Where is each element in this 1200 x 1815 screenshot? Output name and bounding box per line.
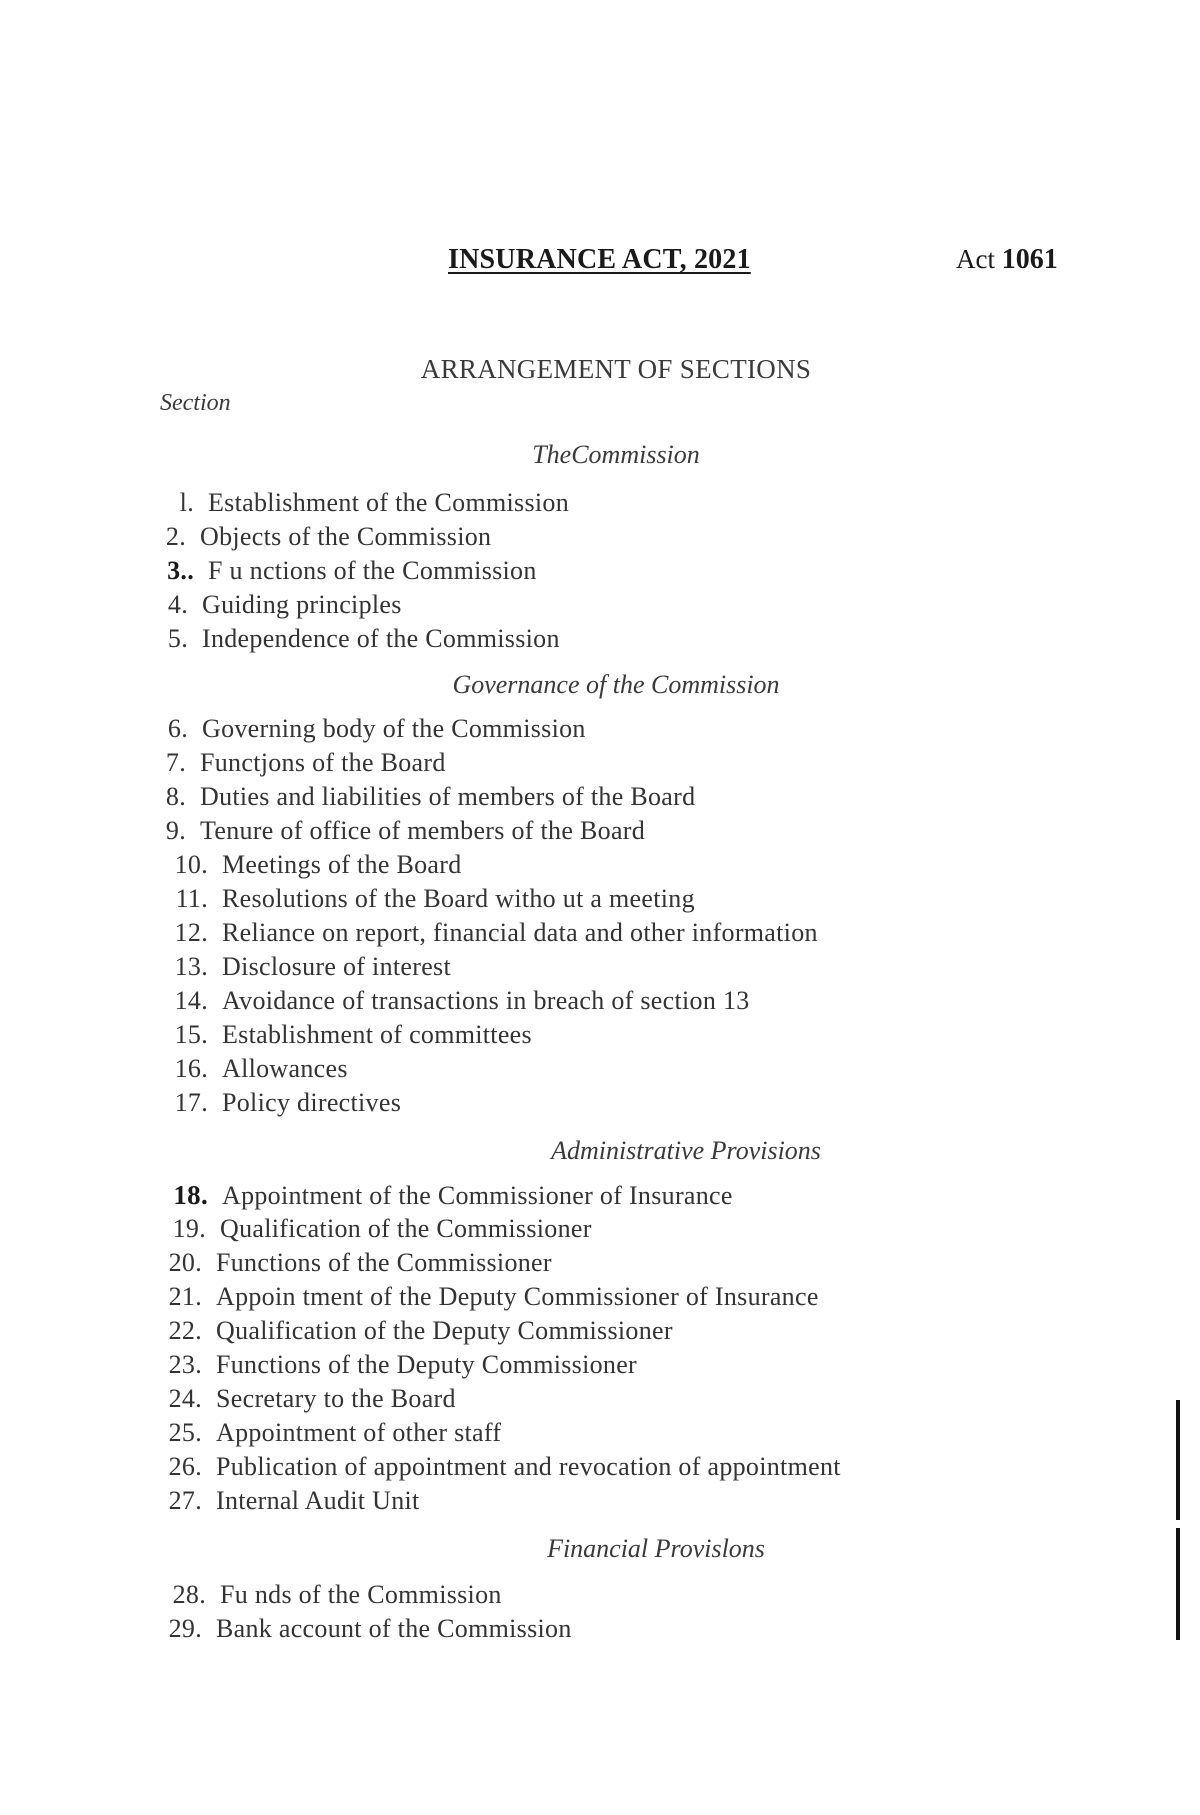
toc-entry[interactable] xyxy=(148,624,560,654)
entry-title: F u nctions of the Commission xyxy=(208,556,537,585)
toc-entry[interactable] xyxy=(164,986,750,1016)
entry-number: 3.. xyxy=(167,556,194,585)
toc-entry[interactable] xyxy=(154,488,569,518)
entry-title: Objects of the Commission xyxy=(200,522,492,551)
toc-entry[interactable] xyxy=(162,1614,572,1644)
entry-title: Publication of appointment and revocation of appointment xyxy=(216,1452,841,1481)
group-heading-financial: Financial Provislons xyxy=(547,1534,765,1563)
toc-entry[interactable] xyxy=(164,1054,348,1084)
toc-entry[interactable] xyxy=(162,1350,637,1380)
entry-number: 27. xyxy=(168,1486,202,1515)
entry-number: 7. xyxy=(165,748,186,777)
toc-entry[interactable] xyxy=(162,1180,733,1211)
toc-entry[interactable] xyxy=(164,1020,532,1050)
toc-entry[interactable] xyxy=(146,816,645,846)
entry-title: Establishment of the Commission xyxy=(208,488,570,517)
entry-title: Functions of the Deputy Commissioner xyxy=(216,1350,637,1379)
entry-number: 2. xyxy=(165,522,186,551)
entry-number: 11. xyxy=(175,884,208,913)
margin-change-bar xyxy=(1176,1400,1180,1520)
page-title: INSURANCE ACT, 2021 xyxy=(448,244,751,275)
entry-title: Duties and liabilities of members of the Board xyxy=(200,782,696,811)
entry-number: 14. xyxy=(174,986,208,1015)
toc-entry[interactable] xyxy=(162,1486,420,1516)
entry-title: Establishment of committees xyxy=(222,1020,532,1049)
margin-change-bar xyxy=(1176,1528,1180,1640)
toc-entry[interactable] xyxy=(146,782,695,812)
act-prefix: Act xyxy=(956,244,995,274)
toc-entry[interactable] xyxy=(162,1384,456,1414)
entry-title: Qualification of the Commissioner xyxy=(220,1214,592,1243)
toc-entry[interactable] xyxy=(162,1580,502,1610)
act-number-label xyxy=(956,244,1058,276)
entry-number: 15. xyxy=(174,1020,208,1049)
section-column-label: Section xyxy=(160,390,231,416)
toc-entry[interactable] xyxy=(146,522,491,552)
entry-title: Avoidance of transactions in breach of section 13 xyxy=(222,986,750,1015)
toc-entry[interactable] xyxy=(164,1088,401,1118)
entry-number: 17. xyxy=(174,1088,208,1117)
entry-number: 24. xyxy=(168,1384,202,1413)
entry-title: Functjons of the Board xyxy=(200,748,446,777)
toc-entry[interactable] xyxy=(162,1452,841,1482)
toc-entry[interactable] xyxy=(146,556,537,586)
entry-number: 18. xyxy=(173,1180,208,1210)
entry-title: Meetings of the Board xyxy=(222,850,462,879)
entry-title: Appointment of the Commissioner of Insurance xyxy=(222,1181,733,1210)
entry-title: Governing body of the Commission xyxy=(202,714,586,743)
entry-number: 4. xyxy=(167,590,188,619)
entry-title: Resolutions of the Board witho ut a meeting xyxy=(222,884,695,913)
entry-number: 16. xyxy=(174,1054,208,1083)
entry-title: Policy directives xyxy=(222,1088,402,1117)
entry-title: Appoin tment of the Deputy Commissioner of Insurance xyxy=(216,1282,819,1311)
entry-number: 6. xyxy=(167,714,188,743)
entry-title: Bank account of the Commission xyxy=(216,1614,572,1643)
toc-entry[interactable] xyxy=(162,1418,501,1448)
entry-number: 28. xyxy=(172,1580,206,1609)
toc-entry[interactable] xyxy=(162,1282,819,1312)
entry-number: 9. xyxy=(165,816,186,845)
toc-entry[interactable] xyxy=(162,1248,552,1278)
entry-title: Appointment of other staff xyxy=(216,1418,502,1447)
entry-title: Disclosure of interest xyxy=(222,952,451,981)
entry-title: Qualification of the Deputy Commissioner xyxy=(216,1316,673,1345)
toc-entry[interactable] xyxy=(164,918,818,948)
toc-entry[interactable] xyxy=(148,590,402,620)
toc-entry[interactable] xyxy=(164,884,695,914)
entry-number: 23. xyxy=(168,1350,202,1379)
entry-number: l. xyxy=(179,488,194,517)
entry-title: Allowances xyxy=(222,1054,348,1083)
group-heading-administrative: Administrative Provisions xyxy=(551,1136,821,1165)
act-number: 1061 xyxy=(1001,244,1058,275)
entry-title: Guiding principles xyxy=(202,590,402,619)
toc-entry[interactable] xyxy=(164,850,462,880)
entry-number: 12. xyxy=(174,918,208,947)
entry-title: Fu nds of the Commission xyxy=(220,1580,502,1609)
entry-number: 20. xyxy=(168,1248,202,1277)
arrangement-title: ARRANGEMENT OF SECTIONS xyxy=(420,354,812,384)
toc-entry[interactable] xyxy=(148,714,586,744)
toc-entry[interactable] xyxy=(162,1214,592,1244)
entry-title: Reliance on report, financial data and other information xyxy=(222,918,818,947)
entry-number: 13. xyxy=(174,952,208,981)
group-heading-commission: TheCommission xyxy=(532,440,700,469)
entry-number: 21. xyxy=(168,1282,202,1311)
entry-title: Tenure of office of members of the Board xyxy=(200,816,646,845)
entry-number: 29. xyxy=(168,1614,202,1643)
entry-number: 22. xyxy=(168,1316,202,1345)
entry-number: 25. xyxy=(168,1418,202,1447)
toc-entry[interactable] xyxy=(164,952,451,982)
entry-title: Internal Audit Unit xyxy=(216,1486,420,1515)
entry-title: Independence of the Commission xyxy=(202,624,560,653)
entry-number: 8. xyxy=(165,782,186,811)
toc-entry[interactable] xyxy=(146,748,446,778)
toc-entry[interactable] xyxy=(162,1316,673,1346)
entry-title: Functions of the Commissioner xyxy=(216,1248,552,1277)
entry-number: 19. xyxy=(172,1214,206,1243)
entry-title: Secretary to the Board xyxy=(216,1384,456,1413)
entry-number: 5. xyxy=(167,624,188,653)
entry-number: 26. xyxy=(168,1452,202,1481)
entry-number: 10. xyxy=(174,850,208,879)
group-heading-governance: Governance of the Commission xyxy=(452,670,780,699)
